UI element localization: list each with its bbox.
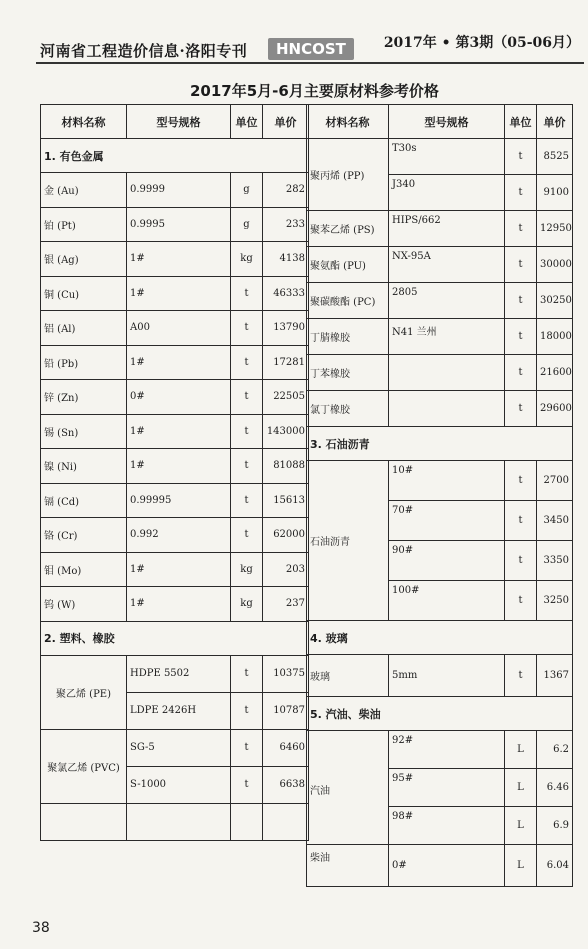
table-row [307, 731, 573, 769]
material-price: 21600 [537, 355, 573, 391]
material-price: 237 [263, 587, 309, 622]
material-unit: t [231, 692, 263, 729]
table-row [41, 345, 309, 380]
material-price: 8525 [537, 139, 573, 175]
material-spec: 0# [389, 845, 505, 887]
material-price: 15613 [263, 483, 309, 518]
material-spec: SG-5 [127, 729, 231, 766]
material-unit: kg [231, 242, 263, 277]
table-header-row [307, 105, 573, 139]
material-name: 铝 (Al) [41, 311, 127, 346]
table-row [41, 518, 309, 553]
material-price: 9100 [537, 175, 573, 211]
table-row [41, 483, 309, 518]
material-name: 聚丙烯 (PP) [307, 139, 389, 211]
material-unit: t [505, 211, 537, 247]
material-name: 银 (Ag) [41, 242, 127, 277]
material-unit: t [505, 355, 537, 391]
material-price: 30250 [537, 283, 573, 319]
material-unit: t [505, 655, 537, 697]
section-title: 2. 塑料、橡胶 [41, 621, 309, 655]
material-price: 10375 [263, 655, 309, 692]
material-spec: 1# [127, 587, 231, 622]
issue-label: 2017年 • 第3期（05-06月） [383, 35, 580, 51]
material-unit: t [505, 283, 537, 319]
material-name: 铬 (Cr) [41, 518, 127, 553]
material-price: 46333 [263, 276, 309, 311]
material-spec: 5mm [389, 655, 505, 697]
material-price: 233 [263, 207, 309, 242]
material-spec: 0.992 [127, 518, 231, 553]
material-price: 30000 [537, 247, 573, 283]
material-price: 2700 [537, 461, 573, 501]
material-name: 聚乙烯 (PE) [41, 655, 127, 729]
material-unit: t [505, 501, 537, 541]
material-spec: T30s [389, 139, 505, 175]
material-name: 聚碳酸酯 (PC) [307, 283, 389, 319]
material-unit: t [505, 139, 537, 175]
material-name: 聚苯乙烯 (PS) [307, 211, 389, 247]
table-row [41, 587, 309, 622]
col-header-unit: 单位 [505, 105, 537, 139]
material-unit: t [505, 247, 537, 283]
material-price: 6.46 [537, 769, 573, 807]
material-unit: t [505, 581, 537, 621]
material-unit: L [505, 845, 537, 887]
col-header-price: 单价 [263, 105, 309, 139]
material-spec: HIPS/662 [389, 211, 505, 247]
material-price: 3350 [537, 541, 573, 581]
table-row [41, 173, 309, 208]
table-row [41, 655, 309, 692]
material-name: 铂 (Pt) [41, 207, 127, 242]
material-price: 282 [263, 173, 309, 208]
material-price: 3450 [537, 501, 573, 541]
table-row [41, 242, 309, 277]
material-spec: 0.9999 [127, 173, 231, 208]
material-spec: 2805 [389, 283, 505, 319]
material-spec: 1# [127, 276, 231, 311]
material-unit: t [505, 391, 537, 427]
material-unit: kg [231, 552, 263, 587]
material-name: 丁苯橡胶 [307, 355, 389, 391]
material-spec: 92# [389, 731, 505, 769]
left-price-table [40, 104, 309, 841]
material-unit: g [231, 207, 263, 242]
table-row [41, 449, 309, 484]
material-price: 4138 [263, 242, 309, 277]
material-unit: t [231, 414, 263, 449]
material-spec: 0# [127, 380, 231, 415]
material-price: 13790 [263, 311, 309, 346]
material-unit: t [231, 276, 263, 311]
table-row [307, 655, 573, 697]
table-row [307, 845, 573, 887]
material-name: 汽油 [307, 731, 389, 845]
table-row [41, 552, 309, 587]
material-spec [389, 355, 505, 391]
material-unit: t [231, 345, 263, 380]
material-spec: 1# [127, 414, 231, 449]
material-unit: L [505, 769, 537, 807]
material-spec: S-1000 [127, 766, 231, 803]
table-row [307, 211, 573, 247]
material-price: 143000 [263, 414, 309, 449]
section-title: 3. 石油沥青 [307, 427, 573, 461]
material-name: 金 (Au) [41, 173, 127, 208]
col-header-name: 材料名称 [41, 105, 127, 139]
material-name: 镉 (Cd) [41, 483, 127, 518]
table-header-row [41, 105, 309, 139]
material-unit: t [231, 655, 263, 692]
hncost-badge: HNCOST [268, 38, 354, 60]
material-name: 石油沥青 [307, 461, 389, 621]
section-row [307, 697, 573, 731]
table-row [307, 355, 573, 391]
material-price: 18000 [537, 319, 573, 355]
section-row [41, 139, 309, 173]
material-unit: t [231, 729, 263, 766]
material-price: 29600 [537, 391, 573, 427]
material-spec: J340 [389, 175, 505, 211]
table-row [41, 207, 309, 242]
material-name: 镍 (Ni) [41, 449, 127, 484]
table-row [307, 319, 573, 355]
section-row [307, 427, 573, 461]
table-row [307, 391, 573, 427]
col-header-unit: 单位 [231, 105, 263, 139]
material-price: 6638 [263, 766, 309, 803]
asphalt-body [307, 461, 573, 621]
material-price: 3250 [537, 581, 573, 621]
material-spec: 1# [127, 552, 231, 587]
material-name: 钨 (W) [41, 587, 127, 622]
material-unit: t [505, 461, 537, 501]
publication-title: 河南省工程造价信息·洛阳专刊 [40, 42, 248, 60]
page-number: 38 [32, 920, 50, 936]
material-spec: NX-95A [389, 247, 505, 283]
col-header-name: 材料名称 [307, 105, 389, 139]
material-spec: N41 兰州 [389, 319, 505, 355]
material-unit: kg [231, 587, 263, 622]
material-spec: 0.9995 [127, 207, 231, 242]
material-spec: HDPE 5502 [127, 655, 231, 692]
material-spec: 98# [389, 807, 505, 845]
material-price: 6460 [263, 729, 309, 766]
section-title: 4. 玻璃 [307, 621, 573, 655]
material-spec [389, 391, 505, 427]
section-title: 1. 有色金属 [41, 139, 309, 173]
material-price: 81088 [263, 449, 309, 484]
material-name: 锡 (Sn) [41, 414, 127, 449]
material-spec: LDPE 2426H [127, 692, 231, 729]
empty-cell [231, 803, 263, 840]
material-price: 1367 [537, 655, 573, 697]
material-price: 6.2 [537, 731, 573, 769]
material-spec: 1# [127, 345, 231, 380]
material-price: 203 [263, 552, 309, 587]
col-header-spec: 型号规格 [389, 105, 505, 139]
material-name: 铅 (Pb) [41, 345, 127, 380]
material-price: 12950 [537, 211, 573, 247]
table-row [307, 139, 573, 175]
material-spec: 10# [389, 461, 505, 501]
header-rule [36, 62, 584, 64]
material-price: 22505 [263, 380, 309, 415]
material-name: 锌 (Zn) [41, 380, 127, 415]
empty-row [41, 803, 309, 840]
material-unit: t [231, 380, 263, 415]
table-row [41, 729, 309, 766]
page-title: 2017年5月-6月主要原材料参考价格 [190, 82, 439, 100]
right-price-table [306, 104, 573, 887]
material-spec: 70# [389, 501, 505, 541]
material-spec: 100# [389, 581, 505, 621]
empty-cell [263, 803, 309, 840]
table-row [41, 276, 309, 311]
material-price: 17281 [263, 345, 309, 380]
material-name: 聚氨酯 (PU) [307, 247, 389, 283]
material-unit: t [231, 311, 263, 346]
material-unit: t [231, 449, 263, 484]
empty-cell [41, 803, 127, 840]
material-spec: 95# [389, 769, 505, 807]
material-unit: L [505, 807, 537, 845]
material-spec: A00 [127, 311, 231, 346]
material-unit: t [231, 766, 263, 803]
material-price: 10787 [263, 692, 309, 729]
section-row [41, 621, 309, 655]
material-price: 6.9 [537, 807, 573, 845]
empty-cell [127, 803, 231, 840]
material-name: 氯丁橡胶 [307, 391, 389, 427]
table-row [41, 311, 309, 346]
material-name: 聚氯乙烯 (PVC) [41, 729, 127, 803]
material-unit: L [505, 731, 537, 769]
table-row [41, 414, 309, 449]
material-spec: 1# [127, 242, 231, 277]
table-row [307, 283, 573, 319]
col-header-price: 单价 [537, 105, 573, 139]
col-header-spec: 型号规格 [127, 105, 231, 139]
metals-body [41, 173, 309, 622]
material-price: 62000 [263, 518, 309, 553]
material-unit: t [505, 319, 537, 355]
material-unit: t [231, 483, 263, 518]
material-spec: 90# [389, 541, 505, 581]
material-unit: g [231, 173, 263, 208]
section-title: 5. 汽油、柴油 [307, 697, 573, 731]
material-name: 玻璃 [307, 655, 389, 697]
material-name: 铜 (Cu) [41, 276, 127, 311]
material-spec: 0.99995 [127, 483, 231, 518]
table-row [41, 380, 309, 415]
section-row [307, 621, 573, 655]
plastics-body [307, 139, 573, 427]
material-unit: t [505, 175, 537, 211]
material-unit: t [505, 541, 537, 581]
material-name: 丁腈橡胶 [307, 319, 389, 355]
material-spec: 1# [127, 449, 231, 484]
material-name: 钼 (Mo) [41, 552, 127, 587]
material-price: 6.04 [537, 845, 573, 887]
material-unit: t [231, 518, 263, 553]
table-row [307, 247, 573, 283]
table-row [307, 461, 573, 501]
material-name: 柴油 [307, 845, 389, 887]
